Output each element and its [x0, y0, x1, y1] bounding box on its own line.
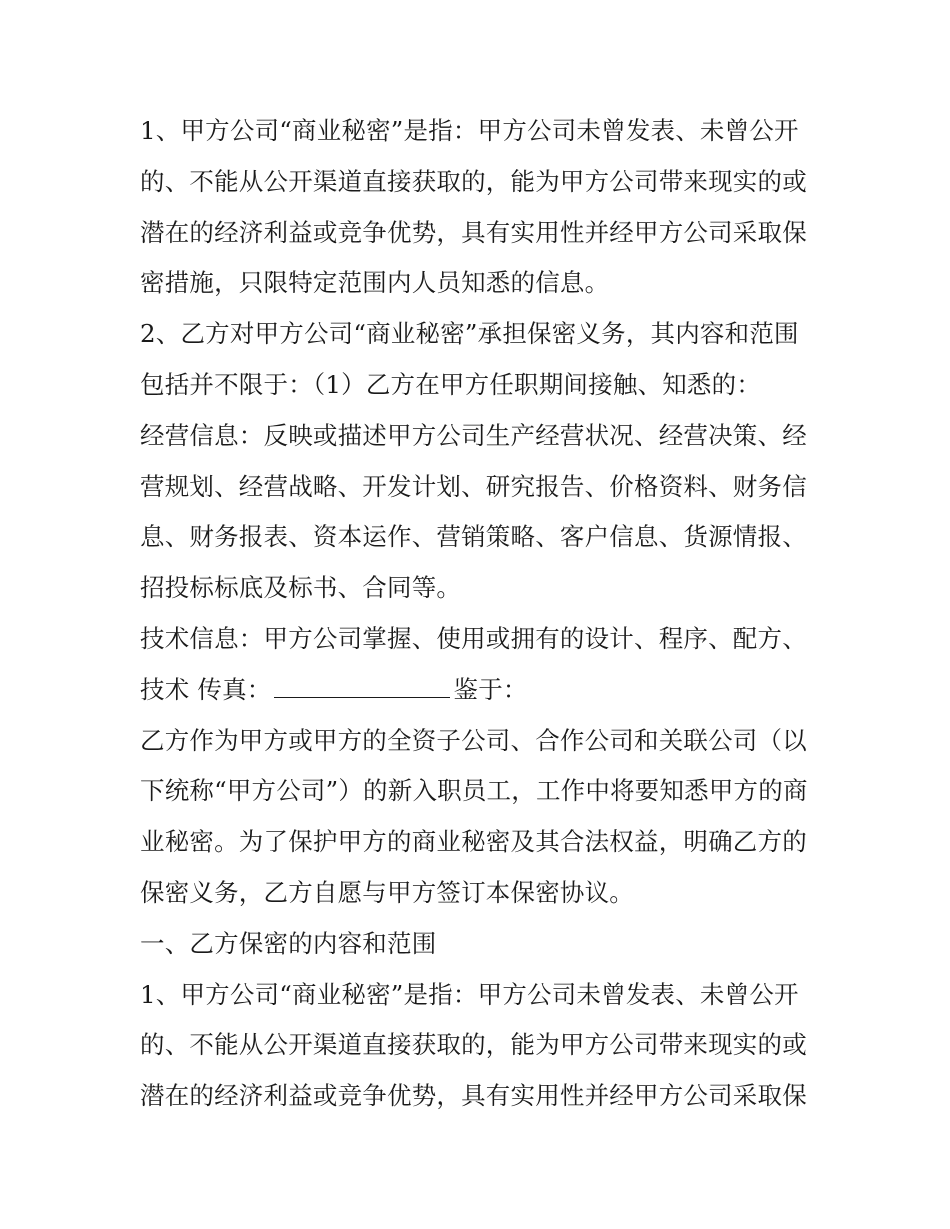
text-line: 的、不能从公开渠道直接获取的，能为甲方公司带来现实的或 [140, 1030, 807, 1060]
whereas-label: 鉴于： [453, 674, 528, 704]
text-line: 包括并不限于：（1）乙方在甲方任职期间接触、知悉的： [140, 369, 762, 399]
text-line: 潜在的经济利益或竞争优势，具有实用性并经甲方公司采取保 [140, 217, 807, 247]
text-line: 1、甲方公司“商业秘密”是指：甲方公司未曾发表、未曾公开 [140, 116, 799, 145]
text-line: 保密义务，乙方自愿与甲方签订本保密协议。 [140, 877, 634, 907]
fax-blank-field [274, 675, 450, 698]
text-line: 乙方作为甲方或甲方的全资子公司、合作公司和关联公司（以 [140, 725, 807, 755]
section-heading: 一、乙方保密的内容和范围 [140, 928, 437, 958]
text-line: 的、不能从公开渠道直接获取的，能为甲方公司带来现实的或 [140, 166, 807, 196]
fax-line [140, 665, 820, 716]
fax-label: 技术 传真： [140, 674, 272, 704]
text-line: 招投标标底及标书、合同等。 [140, 573, 462, 603]
text-line: 2、乙方对甲方公司“商业秘密”承担保密义务，其内容和范围 [140, 319, 799, 349]
text-line: 经营信息：反映或描述甲方公司生产经营状况、经营决策、经 [140, 420, 807, 450]
text-line: 息、财务报表、资本运作、营销策略、客户信息、货源情报、 [140, 522, 807, 552]
text-line: 密措施，只限特定范围内人员知悉的信息。 [140, 268, 610, 298]
document-body [140, 106, 820, 1122]
text-line: 营规划、经营战略、开发计划、研究报告、价格资料、财务信 [140, 471, 807, 501]
text-line: 潜在的经济利益或竞争优势，具有实用性并经甲方公司采取保 [140, 1081, 807, 1111]
text-line: 1、甲方公司“商业秘密”是指：甲方公司未曾发表、未曾公开 [140, 979, 799, 1009]
text-line: 业秘密。为了保护甲方的商业秘密及其合法权益，明确乙方的 [140, 827, 807, 857]
text-line: 下统称“甲方公司”）的新入职员工，工作中将要知悉甲方的商 [140, 776, 808, 806]
text-line: 技术信息：甲方公司掌握、使用或拥有的设计、程序、配方、 [140, 623, 807, 653]
